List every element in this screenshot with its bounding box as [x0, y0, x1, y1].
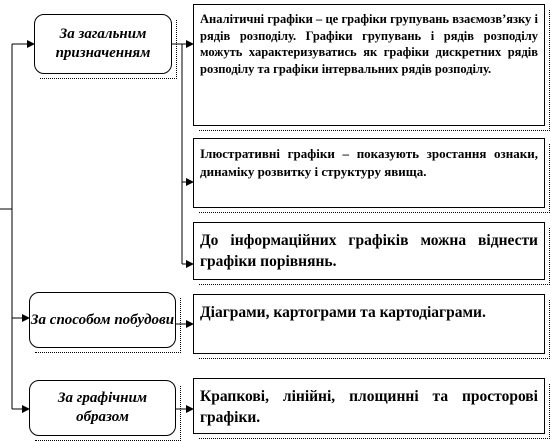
description-analytical-graphs: [193, 4, 545, 126]
description-text: До інформаційних графіків можна віднести графіки порівнянь.: [200, 232, 538, 270]
description-text: Діаграми, картограми та картодіаграми.: [200, 304, 486, 321]
description-graph-shapes: [193, 378, 545, 434]
category-graphic-image: [29, 380, 176, 436]
description-informational-graphs: [193, 222, 545, 280]
category-label: За графічним образом: [57, 390, 148, 425]
description-text: Крапкові, лінійні, площинні та просторові графіки.: [200, 388, 538, 426]
description-diagrams: [193, 294, 545, 354]
description-text: Ілюстративні графіки – показують зростання ознаки, динаміку розвитку і структуру явища.: [200, 146, 538, 179]
description-illustrative-graphs: [193, 138, 545, 208]
category-general-purpose: [34, 14, 172, 74]
category-label: За способом побудови: [30, 311, 175, 328]
description-text: Аналітичні графіки – це графіки групувань взаємозв’язку і рядів розподілу. Графіки групувань і рядів розподілу можуть характеризуватись як графіки дискретних рядів розподілу та графіки інтервальних рядів розподілу.: [200, 12, 538, 76]
category-label: За загальним призначенням: [55, 26, 151, 61]
category-construction-method: [29, 292, 176, 348]
